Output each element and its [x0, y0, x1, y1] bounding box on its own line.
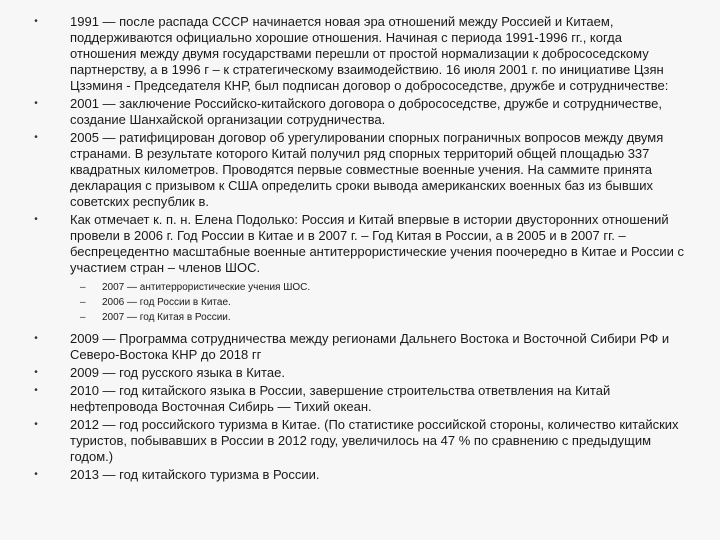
sub-list-item	[70, 295, 690, 310]
sub-list	[70, 280, 690, 325]
list-item	[30, 417, 690, 465]
sub-list-item	[70, 280, 690, 295]
list-item-text: 2012 — год российского туризма в Китае. (По статистике российской стороны, количество китайских туристов, побывавших в России в 2012 году, увеличилось на 47 % по сравнению с предыдущим годом.)	[70, 417, 679, 464]
slide-content	[30, 14, 690, 483]
list-item-text: Как отмечает к. п. н. Елена Подолько: Россия и Китай впервые в истории двусторонних отношений провели в 2006 г. Год России в Китае и в 2007 г. – Год Китая в России, а в 2005 и в 2007 гг. – беспрецедентно масштабные военные антитеррористические учения поочередно в Китае и России с участием стран – членов ШОС.	[70, 212, 684, 275]
list-item	[30, 130, 690, 210]
list-item	[30, 383, 690, 415]
list-item-text: 2009 — Программа сотрудничества между регионами Дальнего Востока и Восточной Сибири РФ и Северо-Востока КНР до 2018 гг	[70, 331, 670, 362]
bullet-icon: •	[34, 214, 38, 225]
list-item	[30, 96, 690, 128]
list-item-text: 1991 — после распада СССР начинается новая эра отношений между Россией и Китаем, поддерживаются официально хорошие отношения. Начиная с периода 1991-1996 гг., когда отношения между двумя государствами перешли от простой нормализации к добрососедскому партнерству, а в 1996 г – к стратегическому взаимодействию. 16 июля 2001 г. по инициативе Цзян Цзэминя - Председателя КНР, был подписан договор о добрососедстве, дружбе и сотрудничестве:	[70, 14, 669, 93]
dash-icon: –	[80, 297, 86, 308]
list-item	[30, 212, 690, 325]
bullet-list	[30, 14, 690, 483]
dash-icon: –	[80, 282, 86, 293]
sub-list-item-text: 2006 — год России в Китае.	[102, 297, 231, 308]
bullet-icon: •	[34, 333, 38, 344]
list-item-text: 2009 — год русского языка в Китае.	[70, 365, 285, 380]
bullet-icon: •	[34, 16, 38, 27]
list-item-text: 2010 — год китайского языка в России, завершение строительства ответвления на Китай нефтепровода Восточная Сибирь — Тихий океан.	[70, 383, 611, 414]
bullet-icon: •	[34, 469, 38, 480]
bullet-icon: •	[34, 367, 38, 378]
list-item-text: 2001 — заключение Российско-китайского договора о добрососедстве, дружбе и сотрудничестве, создание Шанхайской организации сотрудничества.	[70, 96, 663, 127]
bullet-icon: •	[34, 419, 38, 430]
list-item	[30, 331, 690, 363]
sub-list-item-text: 2007 — год Китая в России.	[102, 312, 231, 323]
bullet-icon: •	[34, 98, 38, 109]
bullet-icon: •	[34, 385, 38, 396]
dash-icon: –	[80, 312, 86, 323]
sub-list-item-text: 2007 — антитеррористические учения ШОС.	[102, 282, 311, 293]
list-item-text: 2005 — ратифицирован договор об урегулировании спорных пограничных вопросов между двумя странами. В результате которого Китай получил ряд спорных территорий общей площадью 337 квадратных километров. Проводятся первые совместные военные учения. На саммите принята декларация с призывом к США определить сроки вывода американских военных баз из бывших советских республик в.	[70, 130, 664, 209]
bullet-icon: •	[34, 132, 38, 143]
list-item	[30, 14, 690, 94]
list-item	[30, 365, 690, 381]
sub-list-item	[70, 310, 690, 325]
list-item	[30, 467, 690, 483]
list-item-text: 2013 — год китайского туризма в России.	[70, 467, 320, 482]
